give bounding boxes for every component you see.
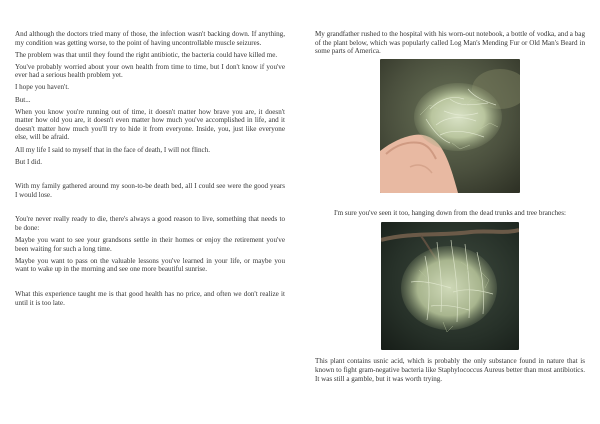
paragraph: What this experience taught me is that good health has no price, and often we don't realize it until it is too late. [15, 289, 285, 307]
intro-paragraph: My grandfather rushed to the hospital with his worn-out notebook, a bottle of vodka, and a bag of the plant below, which was popularly called Log Man's Mending Fur or Old Man's Beard in some parts of America. [315, 30, 585, 56]
paragraph: And although the doctors tried many of those, the infection wasn't backing down. If anything, my condition was getting worse, to the point of having uncontrollable muscle seizures. [15, 30, 285, 47]
left-column [15, 30, 285, 307]
lichen-branch-photo [381, 222, 519, 350]
lichen-branch-image [381, 222, 519, 350]
paragraph: With my family gathered around my soon-to-be death bed, all I could see were the good years I would lose. [15, 182, 285, 199]
paragraph: But... [15, 95, 31, 104]
paragraph: The problem was that until they found the right antibiotic, the bacteria could have killed me. [15, 50, 278, 59]
photo-caption: I'm sure you've seen it too, hanging down from the dead trunks and tree branches: [333, 208, 567, 217]
paragraph: You're never really ready to die, there's always a good reason to live, something that needs to be done: [15, 215, 285, 232]
paragraph: I hope you haven't. [15, 83, 70, 92]
closing-paragraph: This plant contains usnic acid, which is probably the only substance found in nature that is known to fight gram-negative bacteria like Staphylococcus Aureus better than most antibiotics. It was still a gamble, but it was worth trying. [315, 357, 585, 383]
paragraph: All my life I said to myself that in the face of death, I will not flinch. [15, 145, 211, 154]
paragraph: When you know you're running out of time, it doesn't matter how brave you are, it doesn't matter how old you are, it doesn't even matter how much you've accomplished in life, and it doesn't matter how much you'll try to hide it from everyone. Inside, you, just like everyone else, will be afraid. [15, 107, 285, 142]
paragraph: You've probably worried about your own health from time to time, but I don't know if you've ever had a serious health problem yet. [15, 62, 285, 80]
paragraph: Maybe you want to see your grandsons settle in their homes or enjoy the retirement you've been waiting for such a long time. [15, 236, 285, 253]
lichen-hand-image [380, 59, 520, 193]
right-column [315, 30, 585, 383]
paragraph: But I did. [15, 157, 42, 166]
lichen-hand-photo [380, 59, 520, 193]
paragraph: Maybe you want to pass on the valuable lessons you've learned in your life, or maybe you want to wake up in the morning and see one more beautiful sunrise. [15, 256, 285, 274]
